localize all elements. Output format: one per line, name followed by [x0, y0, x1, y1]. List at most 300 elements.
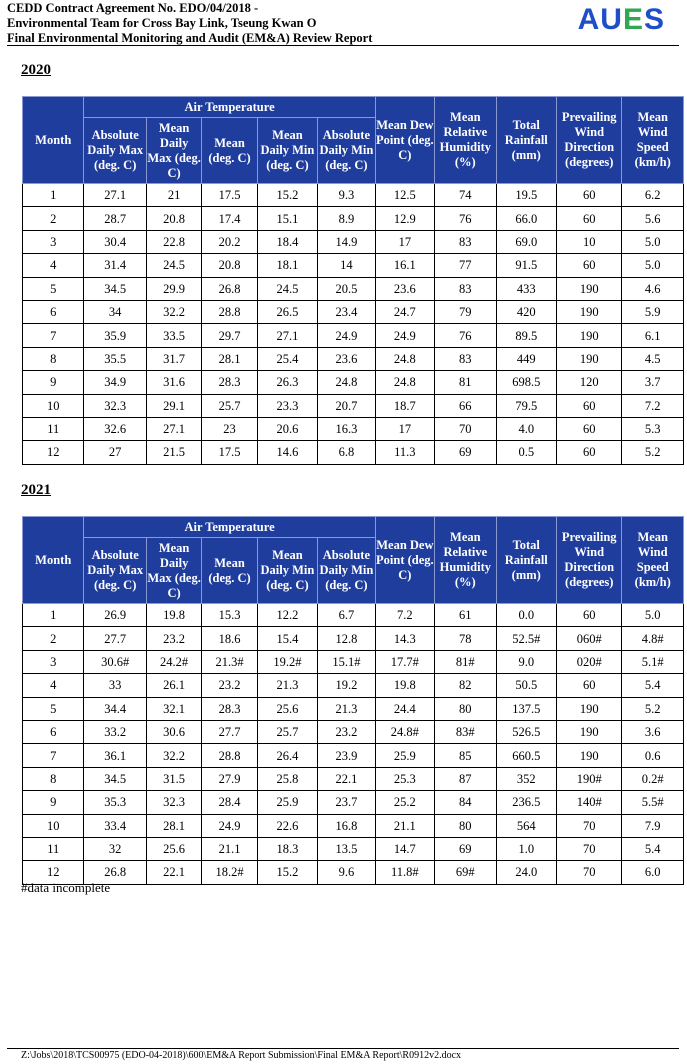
table-row: [23, 674, 684, 697]
table-cell: 16.1: [375, 254, 434, 277]
table-cell: 25.6: [146, 837, 201, 860]
table-cell: 15.4: [257, 627, 317, 650]
table-cell: 20.5: [318, 277, 375, 300]
table-cell: 5.0: [622, 230, 684, 253]
table-cell: 31.6: [146, 371, 201, 394]
table-cell: 5.2: [622, 441, 684, 464]
table-cell: 61: [435, 604, 496, 627]
table-cell: 0.6: [622, 744, 684, 767]
table-cell: 12: [23, 861, 84, 884]
table-cell: 82: [435, 674, 496, 697]
table-cell: 24.9: [202, 814, 257, 837]
table-cell: 79.5: [496, 394, 556, 417]
table-cell: 87: [435, 767, 496, 790]
header-absolute-daily-max: Absolute Daily Max (deg. C): [84, 118, 146, 184]
header-total-rainfall: Total Rainfall (mm): [496, 97, 556, 184]
table-cell: 10: [556, 230, 621, 253]
table-cell: 14.6: [257, 441, 317, 464]
header-month: Month: [23, 517, 84, 604]
table-cell: 15.1#: [318, 650, 375, 673]
table-cell: 6: [23, 720, 84, 743]
header-mean-temperature: Mean (deg. C): [202, 118, 257, 184]
table-cell: 1: [23, 184, 84, 207]
table-row: [23, 837, 684, 860]
table-cell: 3.7: [622, 371, 684, 394]
header-absolute-daily-min: Absolute Daily Min (deg. C): [318, 118, 375, 184]
table-cell: 11: [23, 417, 84, 440]
table-cell: 21.1: [202, 837, 257, 860]
table-cell: 28.1: [146, 814, 201, 837]
table-cell: 34.5: [84, 277, 146, 300]
table-cell: 24.0: [496, 861, 556, 884]
table-cell: 20.6: [257, 417, 317, 440]
table-cell: 31.4: [84, 254, 146, 277]
table-cell: 76: [435, 324, 496, 347]
table-cell: 060#: [556, 627, 621, 650]
table-cell: 60: [556, 394, 621, 417]
table-cell: 25.3: [375, 767, 434, 790]
table-cell: 83: [435, 277, 496, 300]
table-row: [23, 744, 684, 767]
table-cell: 23.2: [146, 627, 201, 650]
table-cell: 25.8: [257, 767, 317, 790]
table-cell: 22.1: [318, 767, 375, 790]
table-cell: 14: [318, 254, 375, 277]
table-cell: 30.6#: [84, 650, 146, 673]
table-cell: 14.7: [375, 837, 434, 860]
table-cell: 28.4: [202, 791, 257, 814]
table-cell: 60: [556, 207, 621, 230]
table-cell: 27.1: [84, 184, 146, 207]
table-cell: 15.2: [257, 861, 317, 884]
table-cell: 8: [23, 767, 84, 790]
table-cell: 24.8: [375, 347, 434, 370]
table-cell: 8.9: [318, 207, 375, 230]
table-cell: 23.6: [318, 347, 375, 370]
table-cell: 25.6: [257, 697, 317, 720]
table-cell: 19.2#: [257, 650, 317, 673]
table-cell: 22.8: [146, 230, 201, 253]
table-cell: 5.6: [622, 207, 684, 230]
table-cell: 5.0: [622, 604, 684, 627]
table-cell: 77: [435, 254, 496, 277]
header-mean-daily-max: Mean Daily Max (deg. C): [146, 538, 201, 604]
table-cell: 17.7#: [375, 650, 434, 673]
table-cell: 9: [23, 791, 84, 814]
header-total-rainfall: Total Rainfall (mm): [496, 517, 556, 604]
table-cell: 17: [375, 230, 434, 253]
file-path-footer: Z:\Jobs\2018\TCS00975 (EDO-04-2018)\600\EM&A Report Submission\Final EM&A Report\R0912v2.docx: [21, 1050, 462, 1061]
table-cell: 6.2: [622, 184, 684, 207]
table-cell: 15.1: [257, 207, 317, 230]
table-row: [23, 277, 684, 300]
header-divider: [7, 45, 679, 46]
table-cell: 83: [435, 230, 496, 253]
table-cell: 70: [556, 837, 621, 860]
table-cell: 20.8: [146, 207, 201, 230]
table-cell: 32.2: [146, 744, 201, 767]
table-cell: 21: [146, 184, 201, 207]
table-cell: 5.9: [622, 300, 684, 323]
header-relative-humidity: Mean Relative Humidity (%): [435, 517, 496, 604]
table-cell: 24.8: [318, 371, 375, 394]
header-line-team: Environmental Team for Cross Bay Link, Tseung Kwan O: [7, 16, 317, 30]
table-cell: 21.1: [375, 814, 434, 837]
table-cell: 3: [23, 650, 84, 673]
header-wind-speed: Mean Wind Speed (km/h): [622, 97, 684, 184]
table-cell: 35.5: [84, 347, 146, 370]
table-cell: 0.2#: [622, 767, 684, 790]
table-cell: 21.3: [257, 674, 317, 697]
table-cell: 24.9: [318, 324, 375, 347]
table-cell: 190: [556, 324, 621, 347]
table-cell: 6.1: [622, 324, 684, 347]
table-cell: 6.8: [318, 441, 375, 464]
table-cell: 4: [23, 674, 84, 697]
table-cell: 7: [23, 324, 84, 347]
table-cell: 23.7: [318, 791, 375, 814]
table-cell: 27.9: [202, 767, 257, 790]
table-cell: 24.5: [257, 277, 317, 300]
table-cell: 33.5: [146, 324, 201, 347]
table-cell: 18.3: [257, 837, 317, 860]
table-cell: 12.9: [375, 207, 434, 230]
table-cell: 236.5: [496, 791, 556, 814]
table-cell: 23: [202, 417, 257, 440]
year-heading-2021: 2021: [21, 482, 51, 498]
table-cell: 31.7: [146, 347, 201, 370]
table-cell: 6: [23, 300, 84, 323]
table-cell: 34.9: [84, 371, 146, 394]
table-cell: 660.5: [496, 744, 556, 767]
table-cell: 60: [556, 674, 621, 697]
table-row: [23, 417, 684, 440]
table-cell: 35.3: [84, 791, 146, 814]
table-cell: 27.1: [146, 417, 201, 440]
header-mean-daily-max: Mean Daily Max (deg. C): [146, 118, 201, 184]
table-cell: 79: [435, 300, 496, 323]
table-cell: 66: [435, 394, 496, 417]
table-cell: 4.8#: [622, 627, 684, 650]
table-cell: 14.3: [375, 627, 434, 650]
header-mean-daily-min: Mean Daily Min (deg. C): [257, 118, 317, 184]
header-air-temperature: Air Temperature: [84, 517, 375, 538]
table-cell: 27: [84, 441, 146, 464]
table-cell: 18.4: [257, 230, 317, 253]
table-cell: 190: [556, 347, 621, 370]
table-cell: 7.2: [622, 394, 684, 417]
table-cell: 28.1: [202, 347, 257, 370]
table-cell: 5: [23, 277, 84, 300]
table-cell: 564: [496, 814, 556, 837]
table-cell: 20.7: [318, 394, 375, 417]
table-row: [23, 697, 684, 720]
table-cell: 19.8: [146, 604, 201, 627]
table-cell: 24.7: [375, 300, 434, 323]
header-month: Month: [23, 97, 84, 184]
table-cell: 23.4: [318, 300, 375, 323]
table-row: [23, 441, 684, 464]
table-cell: 85: [435, 744, 496, 767]
table-cell: 17.4: [202, 207, 257, 230]
table-cell: 9: [23, 371, 84, 394]
table-cell: 12.5: [375, 184, 434, 207]
table-cell: 60: [556, 604, 621, 627]
logo-letter-u: U: [600, 3, 623, 36]
table-cell: 433: [496, 277, 556, 300]
table-cell: 27.7: [84, 627, 146, 650]
table-cell: 020#: [556, 650, 621, 673]
table-cell: 352: [496, 767, 556, 790]
table-row: [23, 324, 684, 347]
table-cell: 33.4: [84, 814, 146, 837]
table-cell: 10: [23, 394, 84, 417]
header-mean-daily-min: Mean Daily Min (deg. C): [257, 538, 317, 604]
table-cell: 9.3: [318, 184, 375, 207]
table-cell: 18.6: [202, 627, 257, 650]
table-cell: 31.5: [146, 767, 201, 790]
table-cell: 27.1: [257, 324, 317, 347]
table-cell: 84: [435, 791, 496, 814]
table-cell: 18.1: [257, 254, 317, 277]
table-cell: 4.6: [622, 277, 684, 300]
table-row: [23, 767, 684, 790]
table-cell: 12.8: [318, 627, 375, 650]
table-cell: 32.6: [84, 417, 146, 440]
table-cell: 28.3: [202, 371, 257, 394]
table-cell: 190: [556, 277, 621, 300]
table-cell: 76: [435, 207, 496, 230]
table-cell: 190: [556, 300, 621, 323]
table-row: [23, 650, 684, 673]
table-cell: 120: [556, 371, 621, 394]
table-cell: 526.5: [496, 720, 556, 743]
table-cell: 420: [496, 300, 556, 323]
header-air-temperature: Air Temperature: [84, 97, 375, 118]
table-row: [23, 720, 684, 743]
table-cell: 2: [23, 627, 84, 650]
header-line-contract: CEDD Contract Agreement No. EDO/04/2018 -: [7, 1, 259, 15]
logo-letter-e: E: [622, 3, 644, 36]
table-cell: 70: [556, 861, 621, 884]
table-cell: 25.7: [202, 394, 257, 417]
table-row: [23, 627, 684, 650]
header-absolute-daily-max: Absolute Daily Max (deg. C): [84, 538, 146, 604]
header-wind-speed: Mean Wind Speed (km/h): [622, 517, 684, 604]
table-cell: 32.3: [84, 394, 146, 417]
table-cell: 30.6: [146, 720, 201, 743]
table-row: [23, 207, 684, 230]
table-cell: 26.4: [257, 744, 317, 767]
table-cell: 60: [556, 254, 621, 277]
table-cell: 5: [23, 697, 84, 720]
table-row: [23, 230, 684, 253]
logo-letter-a: A: [577, 3, 601, 36]
table-cell: 28.8: [202, 300, 257, 323]
table-cell: 137.5: [496, 697, 556, 720]
table-cell: 6.7: [318, 604, 375, 627]
table-cell: 80: [435, 814, 496, 837]
table-cell: 20.2: [202, 230, 257, 253]
table-cell: 33: [84, 674, 146, 697]
table-cell: 28.8: [202, 744, 257, 767]
table-cell: 1: [23, 604, 84, 627]
table-row: [23, 791, 684, 814]
footer-divider: [7, 1048, 679, 1049]
table-cell: 34.4: [84, 697, 146, 720]
table-cell: 8: [23, 347, 84, 370]
table-cell: 190: [556, 744, 621, 767]
table-cell: 91.5: [496, 254, 556, 277]
table-cell: 3: [23, 230, 84, 253]
table-cell: 60: [556, 417, 621, 440]
table-cell: 60: [556, 441, 621, 464]
table-cell: 69.0: [496, 230, 556, 253]
logo-letter-s: S: [643, 3, 665, 36]
table-cell: 4.0: [496, 417, 556, 440]
table-cell: 36.1: [84, 744, 146, 767]
table-row: [23, 254, 684, 277]
table-cell: 24.9: [375, 324, 434, 347]
header-mean-temperature: Mean (deg. C): [202, 538, 257, 604]
table-cell: 34.5: [84, 767, 146, 790]
table-cell: 78: [435, 627, 496, 650]
table-cell: 24.8#: [375, 720, 434, 743]
header-dew-point: Mean Dew Point (deg. C): [375, 517, 434, 604]
table-cell: 25.9: [375, 744, 434, 767]
table-row: [23, 371, 684, 394]
table-cell: 16.8: [318, 814, 375, 837]
table-row: [23, 814, 684, 837]
table-cell: 81: [435, 371, 496, 394]
table-cell: 5.0: [622, 254, 684, 277]
table-cell: 80: [435, 697, 496, 720]
table-cell: 19.5: [496, 184, 556, 207]
table-cell: 19.2: [318, 674, 375, 697]
table-cell: 17.5: [202, 184, 257, 207]
table-cell: 24.5: [146, 254, 201, 277]
table-cell: 5.4: [622, 674, 684, 697]
table-cell: 140#: [556, 791, 621, 814]
table-cell: 23.3: [257, 394, 317, 417]
table-cell: 66.0: [496, 207, 556, 230]
header-wind-direction: Prevailing Wind Direction (degrees): [556, 97, 621, 184]
footnote: #data incomplete: [21, 880, 111, 895]
table-cell: 1.0: [496, 837, 556, 860]
table-cell: 23.2: [318, 720, 375, 743]
header-relative-humidity: Mean Relative Humidity (%): [435, 97, 496, 184]
table-cell: 7: [23, 744, 84, 767]
table-cell: 69#: [435, 861, 496, 884]
table-cell: 34: [84, 300, 146, 323]
table-cell: 69: [435, 837, 496, 860]
table-cell: 21.3#: [202, 650, 257, 673]
table-cell: 22.1: [146, 861, 201, 884]
table-cell: 52.5#: [496, 627, 556, 650]
header-absolute-daily-min: Absolute Daily Min (deg. C): [318, 538, 375, 604]
table-cell: 11.3: [375, 441, 434, 464]
report-header: [7, 1, 679, 45]
table-cell: 20.8: [202, 254, 257, 277]
table-cell: 18.2#: [202, 861, 257, 884]
table-cell: 28.7: [84, 207, 146, 230]
table-cell: 70: [435, 417, 496, 440]
year-heading-2020: 2020: [21, 62, 51, 78]
table-cell: 21.3: [318, 697, 375, 720]
table-cell: 0.5: [496, 441, 556, 464]
table-cell: 190: [556, 720, 621, 743]
table-cell: 83#: [435, 720, 496, 743]
table-cell: 26.5: [257, 300, 317, 323]
table-cell: 16.3: [318, 417, 375, 440]
table-cell: 26.9: [84, 604, 146, 627]
table-cell: 69: [435, 441, 496, 464]
table-cell: 5.1#: [622, 650, 684, 673]
table-cell: 10: [23, 814, 84, 837]
table-cell: 60: [556, 184, 621, 207]
table-cell: 33.2: [84, 720, 146, 743]
table-cell: 17: [375, 417, 434, 440]
table-cell: 7.2: [375, 604, 434, 627]
header-wind-direction: Prevailing Wind Direction (degrees): [556, 517, 621, 604]
table-cell: 698.5: [496, 371, 556, 394]
table-cell: 32.2: [146, 300, 201, 323]
header-dew-point: Mean Dew Point (deg. C): [375, 97, 434, 184]
table-cell: 14.9: [318, 230, 375, 253]
table-cell: 22.6: [257, 814, 317, 837]
table-cell: 2: [23, 207, 84, 230]
table-cell: 30.4: [84, 230, 146, 253]
table-cell: 6.0: [622, 861, 684, 884]
table-cell: 25.9: [257, 791, 317, 814]
table-cell: 4.5: [622, 347, 684, 370]
table-cell: 13.5: [318, 837, 375, 860]
table-cell: 12: [23, 441, 84, 464]
table-cell: 9.6: [318, 861, 375, 884]
table-cell: 25.4: [257, 347, 317, 370]
table-cell: 32.3: [146, 791, 201, 814]
table-cell: 32.1: [146, 697, 201, 720]
weather-table-2021: [22, 516, 684, 885]
table-cell: 24.2#: [146, 650, 201, 673]
table-cell: 4: [23, 254, 84, 277]
table-cell: 26.8: [84, 861, 146, 884]
table-cell: 27.7: [202, 720, 257, 743]
table-cell: 17.5: [202, 441, 257, 464]
table-cell: 28.3: [202, 697, 257, 720]
table-cell: 19.8: [375, 674, 434, 697]
table-cell: 449: [496, 347, 556, 370]
table-cell: 83: [435, 347, 496, 370]
table-cell: 29.7: [202, 324, 257, 347]
table-cell: 190#: [556, 767, 621, 790]
table-row: [23, 604, 684, 627]
table-cell: 24.8: [375, 371, 434, 394]
table-cell: 29.9: [146, 277, 201, 300]
table-cell: 190: [556, 697, 621, 720]
weather-table-2020: [22, 96, 684, 465]
table-cell: 25.7: [257, 720, 317, 743]
table-cell: 12.2: [257, 604, 317, 627]
table-cell: 81#: [435, 650, 496, 673]
aues-logo: [578, 3, 665, 37]
table-cell: 3.6: [622, 720, 684, 743]
table-cell: 23.2: [202, 674, 257, 697]
table-cell: 25.2: [375, 791, 434, 814]
table-cell: 74: [435, 184, 496, 207]
table-row: [23, 300, 684, 323]
table-cell: 23.6: [375, 277, 434, 300]
